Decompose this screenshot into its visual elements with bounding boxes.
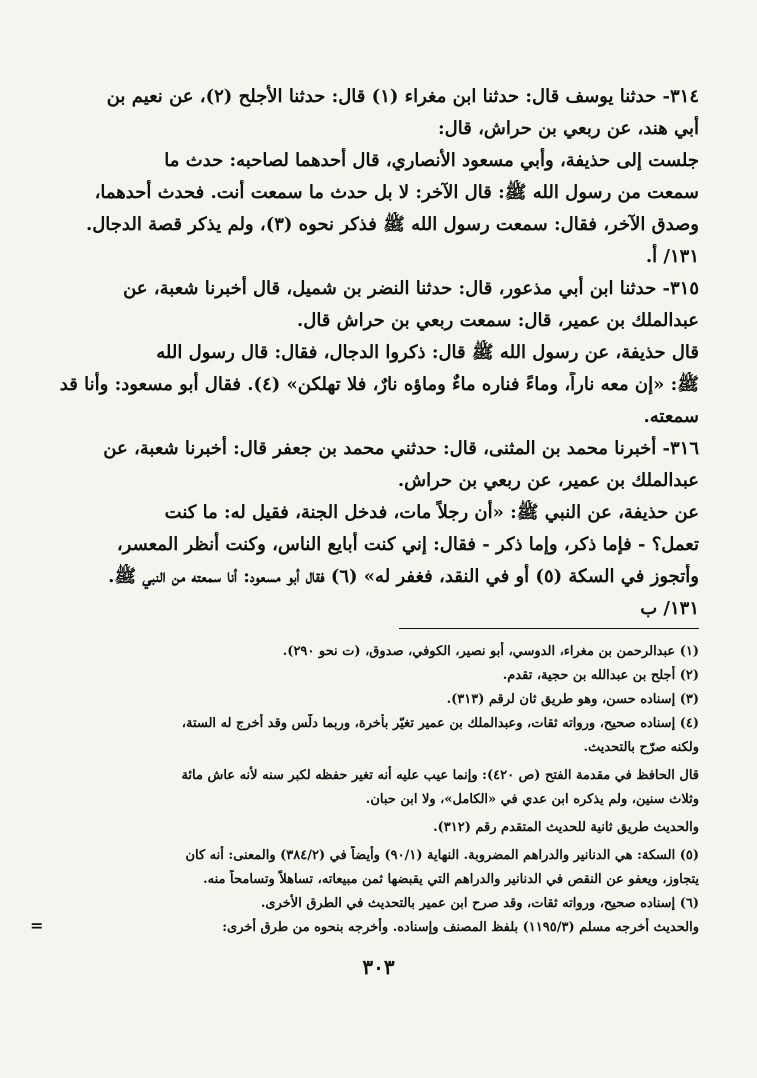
footnote-line: وثلاث سنين، ولم يذكره ابن عدي في «الكامل»، ولا ابن حبان. <box>365 792 699 807</box>
body-line: ١٣١/ أ. <box>645 246 699 267</box>
footnote-line: (٣) إسناده حسن، وهو طريق ثان لرقم (٣١٣). <box>446 692 699 707</box>
page-number: ٣٠٣ <box>362 955 395 979</box>
body-line: أبي هند، عن ربعي بن حراش، قال: <box>438 118 699 139</box>
body-line: تعمل؟ - فإما ذكر، وإما ذكر - فقال: إني كنت أبايع الناس، وكنت أنظر المعسر، <box>116 534 699 555</box>
footnote-rule <box>399 628 699 629</box>
body-line: ١٣١/ ب <box>640 598 699 619</box>
footnote-line: يتجاوز، ويعفو عن النقص في الدنانير والدراهم التي يقبضها ثمن مبيعاته، تساهلاً وتسامحاً منه. <box>203 872 699 887</box>
body-line: سمعت من رسول الله ﷺ: قال الآخر: لا بل حدث ما سمعت أنت. فحدث أحدهما، <box>94 182 699 203</box>
body-line: ٣١٥- حدثنا ابن أبي مذعور، قال: حدثنا النضر بن شميل، قال أخبرنا شعبة، عن <box>123 278 699 299</box>
body-line: قال حذيفة، عن رسول الله ﷺ قال: ذكروا الدجال، فقال: قال رسول الله <box>156 342 699 363</box>
footnote-line: قال الحافظ في مقدمة الفتح (ص ٤٢٠): وإنما عيب عليه أنه تغير حفظه لكبر سنه لأنه عاش مائة <box>181 768 699 783</box>
body-line: ٣١٦- أخبرنا محمد بن المثنى، قال: حدثني محمد بن جعفر قال: أخبرنا شعبة، عن <box>103 438 699 459</box>
footnote-line: (٤) إسناده صحيح، ورواته ثقات، وعبدالملك بن عمير تغيّر بأخرة، وربما دلّس وقد أخرج له الستة، <box>181 716 699 731</box>
continuation-mark: = <box>30 916 44 935</box>
body-line: عبدالملك بن عمير، عن ربعي بن حراش. <box>397 470 699 491</box>
body-line: وصدق الآخر، فقال: سمعت رسول الله ﷺ فذكر نحوه (٣)، ولم يذكر قصة الدجال. <box>85 214 699 235</box>
footnote-line: (٢) أجلح بن عبدالله بن حجية، تقدم. <box>502 668 699 683</box>
body-line: ﷺ: «إن معه ناراً، وماءً فناره ماءٌ وماؤه نارٌ، فلا تهلكن» (٤). فقال أبو مسعود: وأنا قد <box>59 374 699 395</box>
footnote-line: (١) عبدالرحمن بن مغراء، الدوسي، أبو نصير، الكوفي، صدوق، (ت نحو ٢٩٠). <box>282 644 699 659</box>
footnote-line: ولكنه صرّح بالتحديث. <box>583 740 699 755</box>
footnote-line: (٥) السكة: هي الدنانير والدراهم المضروبة. النهاية (٩٠/١) وأيضاً في (٣٨٤/٢) والمعنى: أنه كان <box>185 848 699 863</box>
body-line: عبدالملك بن عمير، قال: سمعت ربعي بن حراش قال. <box>296 310 699 331</box>
body-line: سمعته. <box>643 406 699 427</box>
body-line: عن حذيفة، عن النبي ﷺ: «أن رجلاً مات، فدخل الجنة، فقيل له: ما كنت <box>164 502 699 523</box>
footnote-line: والحديث أخرجه مسلم (١١٩٥/٣) بلفظ المصنف وإسناده. وأخرجه بنحوه من طرق أخرى: <box>222 920 699 935</box>
footnote-line: والحديث طريق ثانية للحديث المتقدم رقم (٣١٢). <box>433 820 699 835</box>
footnote-line: (٦) إسناده صحيح، ورواته ثقات، وقد صرح ابن عمير بالتحديث في الطرق الأخرى. <box>260 896 699 911</box>
body-line: وأتجوز في السكة (٥) أو في النقد، فغفر له» (٦) فقال أبو مسعود: أنا سمعته من النبي ﷺ. <box>108 566 699 587</box>
body-line: ٣١٤- حدثنا يوسف قال: حدثنا ابن مغراء (١) قال: حدثنا الأجلح (٢)، عن نعيم بن <box>106 86 699 107</box>
body-line: جلست إلى حذيفة، وأبي مسعود الأنصاري، قال أحدهما لصاحبه: حدث ما <box>164 150 699 171</box>
